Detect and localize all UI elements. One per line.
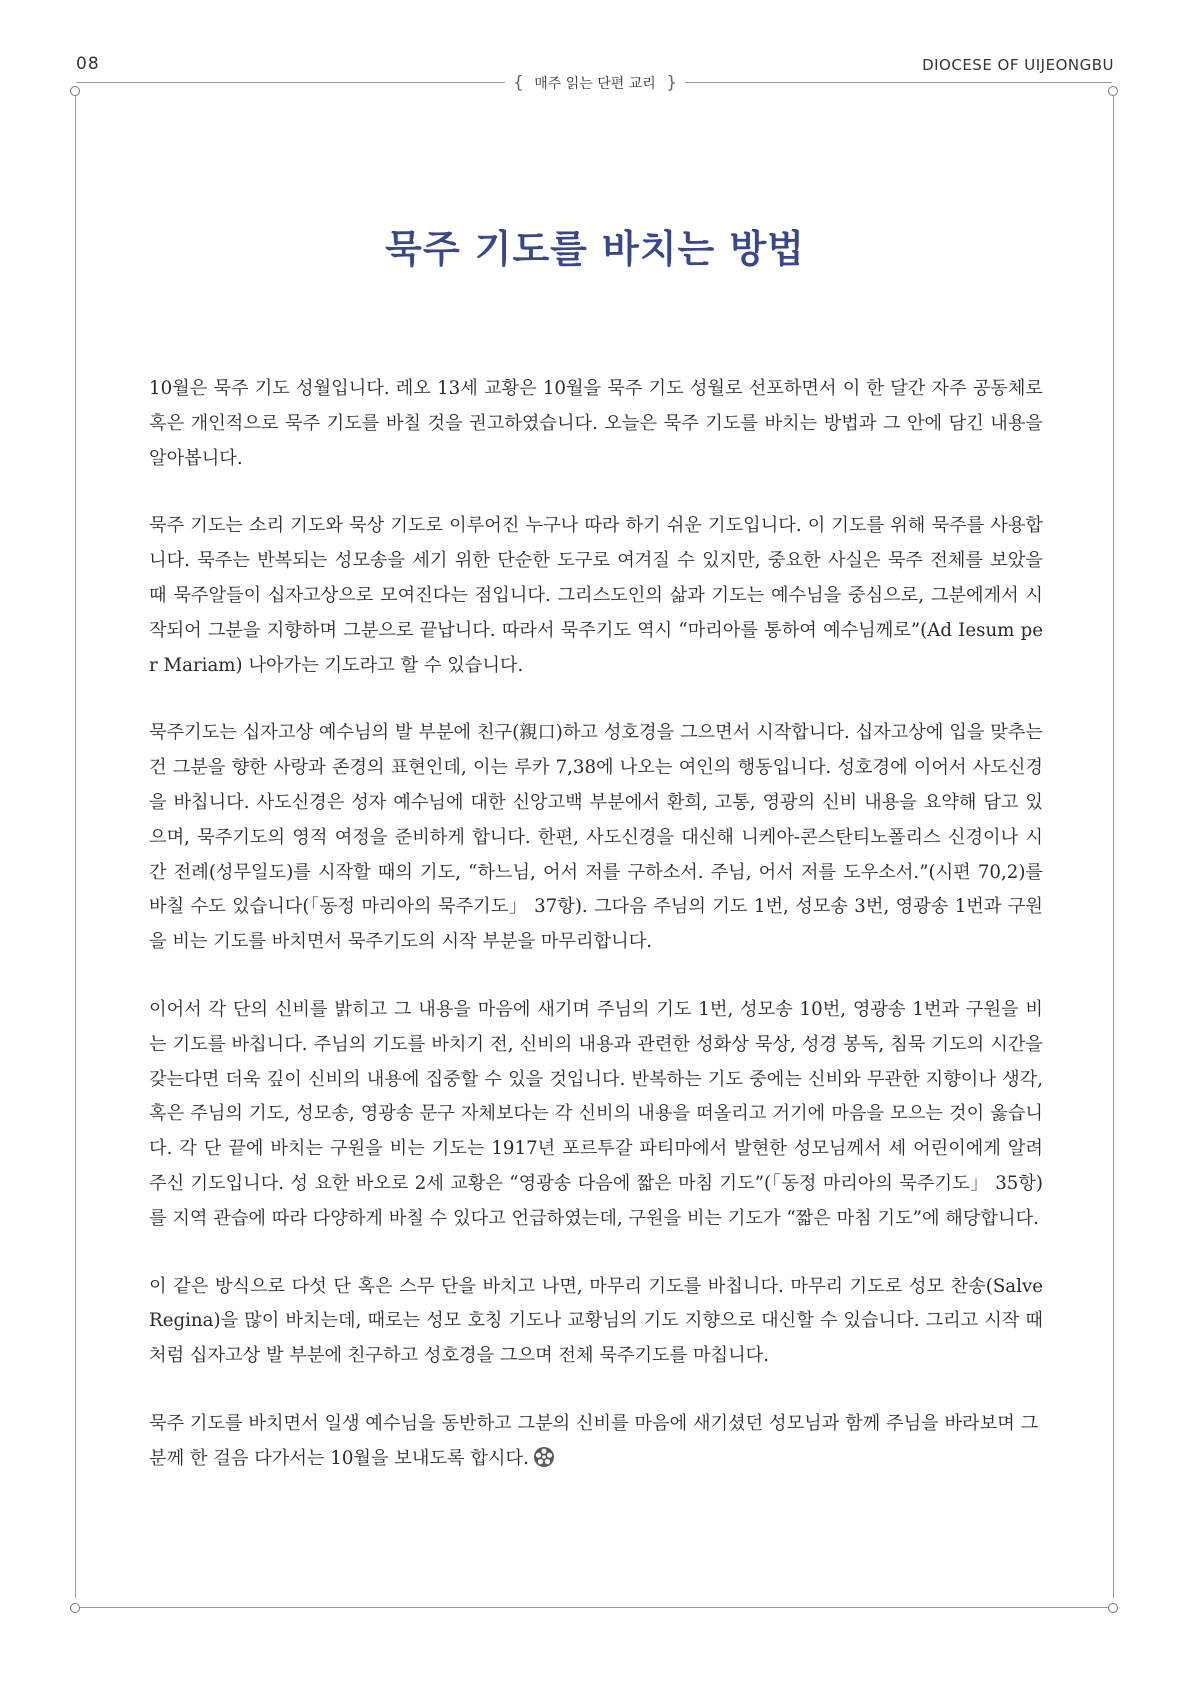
paragraph-2: 묵주 기도는 소리 기도와 묵상 기도로 이루어진 누구나 따라 하기 쉬운 기도입니다. 이 기도를 위해 묵주를 사용합니다. 묵주는 반복되는 성모송을 세기 위한 단순한 도구로 여겨질 수 있지만, 중요한 사실은 묵주 전체를 보았을 때 묵주알들이 십자고상으로 모여진다는 점입니다. 그리스도인의 삶과 기도는 예수님을 중심으로, 그분에게서 시작되어 그분을 지향하며 그분으로 끝납니다. 따라서 묵주기도 역시 “마리아를 통하여 예수님께로”(Ad Iesum per Mariam) 나아가는 기도라고 할 수 있습니다.: [149, 515, 1043, 676]
paragraph-6: [149, 1407, 1043, 1481]
paragraph-1: 10월은 묵주 기도 성월입니다. 레오 13세 교황은 10월을 묵주 기도 성월로 선포하면서 이 한 달간 자주 공동체로 혹은 개인적으로 묵주 기도를 바칠 것을 권고하였습니다. 오늘은 묵주 기도를 바치는 방법과 그 안에 담긴 내용을 알아봅니다.: [149, 378, 1043, 469]
frame-dot-bottom-left: [70, 1603, 80, 1613]
series-label-text: 매주 읽는 단편 교리: [534, 76, 656, 92]
left-brace-icon: {: [512, 73, 524, 93]
paragraph-3: 묵주기도는 십자고상 예수님의 발 부분에 친구(親口)하고 성호경을 그으면서 시작합니다. 십자고상에 입을 맞추는 건 그분을 향한 사랑과 존경의 표현인데, 이는 루카 7,38에 나오는 여인의 행동입니다. 성호경에 이어서 사도신경을 바칩니다. 사도신경은 성자 예수님에 대한 신앙고백 부분에서 환희, 고통, 영광의 신비 내용을 요약해 담고 있으며, 묵주기도의 영적 여정을 준비하게 합니다. 한편, 사도신경을 대신해 니케아-콘스탄티노폴리스 신경이나 시간 전례(성무일도)를 시작할 때의 기도, “하느님, 어서 저를 구하소서. 주님, 어서 저를 도우소서.”(시편 70,2)를 바칠 수도 있습니다(「동정 마리아의 묵주기도」 37항). 그다음 주님의 기도 1번, 성모송 3번, 영광송 1번과 구원을 비는 기도를 바치면서 묵주기도의 시작 부분을 마무리합니다.: [149, 722, 1043, 953]
article-title: 묵주 기도를 바치는 방법: [385, 227, 805, 271]
article-body: [149, 372, 1043, 1514]
paragraph-4: 이어서 각 단의 신비를 밝히고 그 내용을 마음에 새기며 주님의 기도 1번, 성모송 10번, 영광송 1번과 구원을 비는 기도를 바칩니다. 주님의 기도를 바치기 전, 신비의 내용과 관련한 성화상 묵상, 성경 봉독, 침묵 기도의 시간을 갖는다면 더욱 깊이 신비의 내용에 집중할 수 있을 것입니다. 반복하는 기도 중에는 신비와 무관한 지향이나 생각, 혹은 주님의 기도, 성모송, 영광송 문구 자체보다는 각 신비의 내용을 떠올리고 거기에 마음을 모으는 것이 옳습니다. 각 단 끝에 바치는 구원을 비는 기도는 1917년 포르투갈 파티마에서 발현한 성모님께서 세 어린이에게 알려주신 기도입니다. 성 요한 바오로 2세 교황은 “영광송 다음에 짧은 마침 기도”(「동정 마리아의 묵주기도」 35항)를 지역 관습에 따라 다양하게 바칠 수 있다고 언급하였는데, 구원을 비는 기도가 “짧은 마침 기도”에 해당합니다.: [149, 998, 1043, 1229]
diocese-label: DIOCESE OF UIJEONGBU: [922, 56, 1114, 74]
series-label: [0, 73, 1190, 93]
paragraph-6-text: 묵주 기도를 바치면서 일생 예수님을 동반하고 그분의 신비를 마음에 새기셨던 성모님과 함께 주님을 바라보며 그분께 한 걸음 다가서는 10월을 보내도록 합시다.: [149, 1412, 1039, 1469]
right-brace-icon: }: [666, 73, 678, 93]
frame-dot-bottom-right: [1108, 1603, 1118, 1613]
frame-bottom-line: [76, 1607, 1112, 1608]
frame-right-line: [1113, 92, 1114, 1598]
frame-left-line: [75, 92, 76, 1598]
paragraph-5: 이 같은 방식으로 다섯 단 혹은 스무 단을 바치고 나면, 마무리 기도를 바칩니다. 마무리 기도로 성모 찬송(Salve Regina)을 많이 바치는데, 때로는 성모 호칭 기도나 교황님의 기도 지향으로 대신할 수 있습니다. 그리고 시작 때처럼 십자고상 발 부분에 친구하고 성호경을 그으며 전체 묵주기도를 마칩니다.: [149, 1275, 1043, 1367]
rosette-end-icon: [533, 1446, 555, 1481]
page-number: 08: [76, 54, 100, 74]
